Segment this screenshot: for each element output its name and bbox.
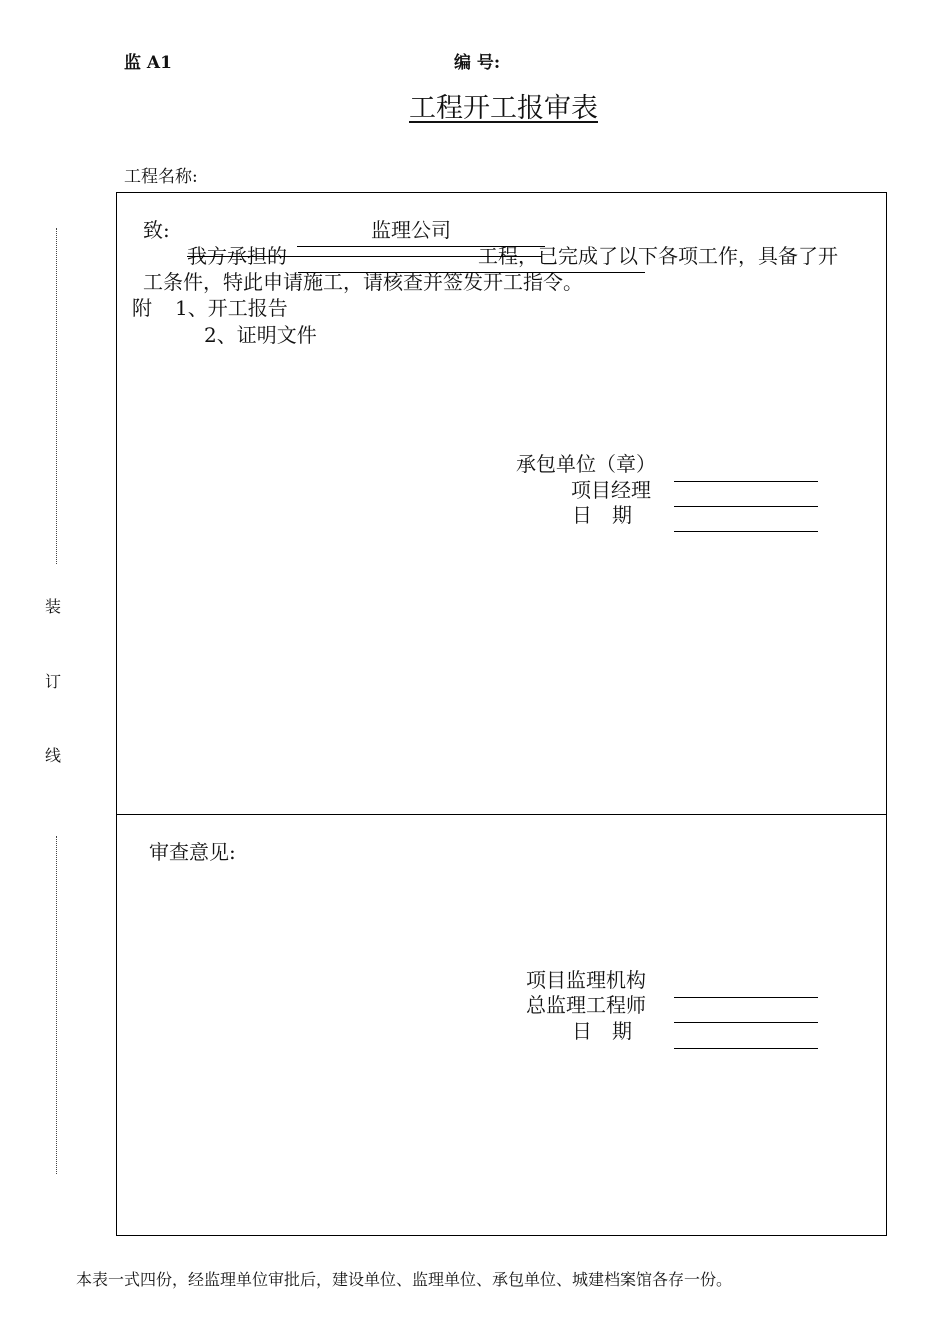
- number-label: 编 号:: [454, 53, 501, 73]
- signature-line-review-date: [674, 1048, 818, 1049]
- date-label-lower: 日 期: [572, 1019, 632, 1043]
- signature-line-org: [674, 997, 818, 998]
- supervisor-company: 监理公司: [371, 218, 451, 242]
- form-code: 监 A1: [124, 53, 172, 73]
- signature-line-chief: [674, 1022, 818, 1023]
- body-line1-a: 我方承担的: [187, 244, 287, 268]
- strike-line-1: [187, 256, 542, 257]
- date-label-upper: 日 期: [572, 503, 632, 527]
- body-line1-b: 工程，已完成了以下各项工作，具备了开: [478, 244, 838, 268]
- binding-char-ding: 订: [45, 672, 62, 691]
- org-label: 项目监理机构: [526, 968, 646, 992]
- signature-line-manager: [674, 506, 818, 507]
- manager-label: 项目经理: [571, 478, 651, 502]
- attachment-1: 1、开工报告: [175, 296, 288, 320]
- binding-char-xian: 线: [45, 746, 62, 765]
- footer-note: 本表一式四份，经监理单位审批后，建设单位、监理单位、承包单位、城建档案馆各存一份。: [76, 1270, 733, 1289]
- contractor-label: 承包单位（章）: [516, 452, 656, 476]
- attachment-2: 2、证明文件: [204, 323, 317, 347]
- attach-label: 附: [132, 296, 152, 320]
- chief-engineer-label: 总监理工程师: [526, 993, 646, 1017]
- body-line2: 工条件，特此申请施工，请核查并签发开工指令。: [143, 270, 583, 294]
- project-name-label: 工程名称:: [124, 167, 198, 187]
- strike-line-2: [298, 272, 645, 273]
- binding-line-lower: [56, 836, 57, 1174]
- signature-line-contractor: [674, 481, 818, 482]
- page-title: 工程开工报审表: [409, 93, 598, 124]
- binding-char-zhuang: 装: [45, 597, 62, 616]
- signature-line-date: [674, 531, 818, 532]
- to-label: 致:: [143, 218, 170, 242]
- opinion-label: 审查意见:: [149, 840, 236, 864]
- review-box: [116, 814, 887, 1236]
- binding-line-upper: [56, 228, 57, 564]
